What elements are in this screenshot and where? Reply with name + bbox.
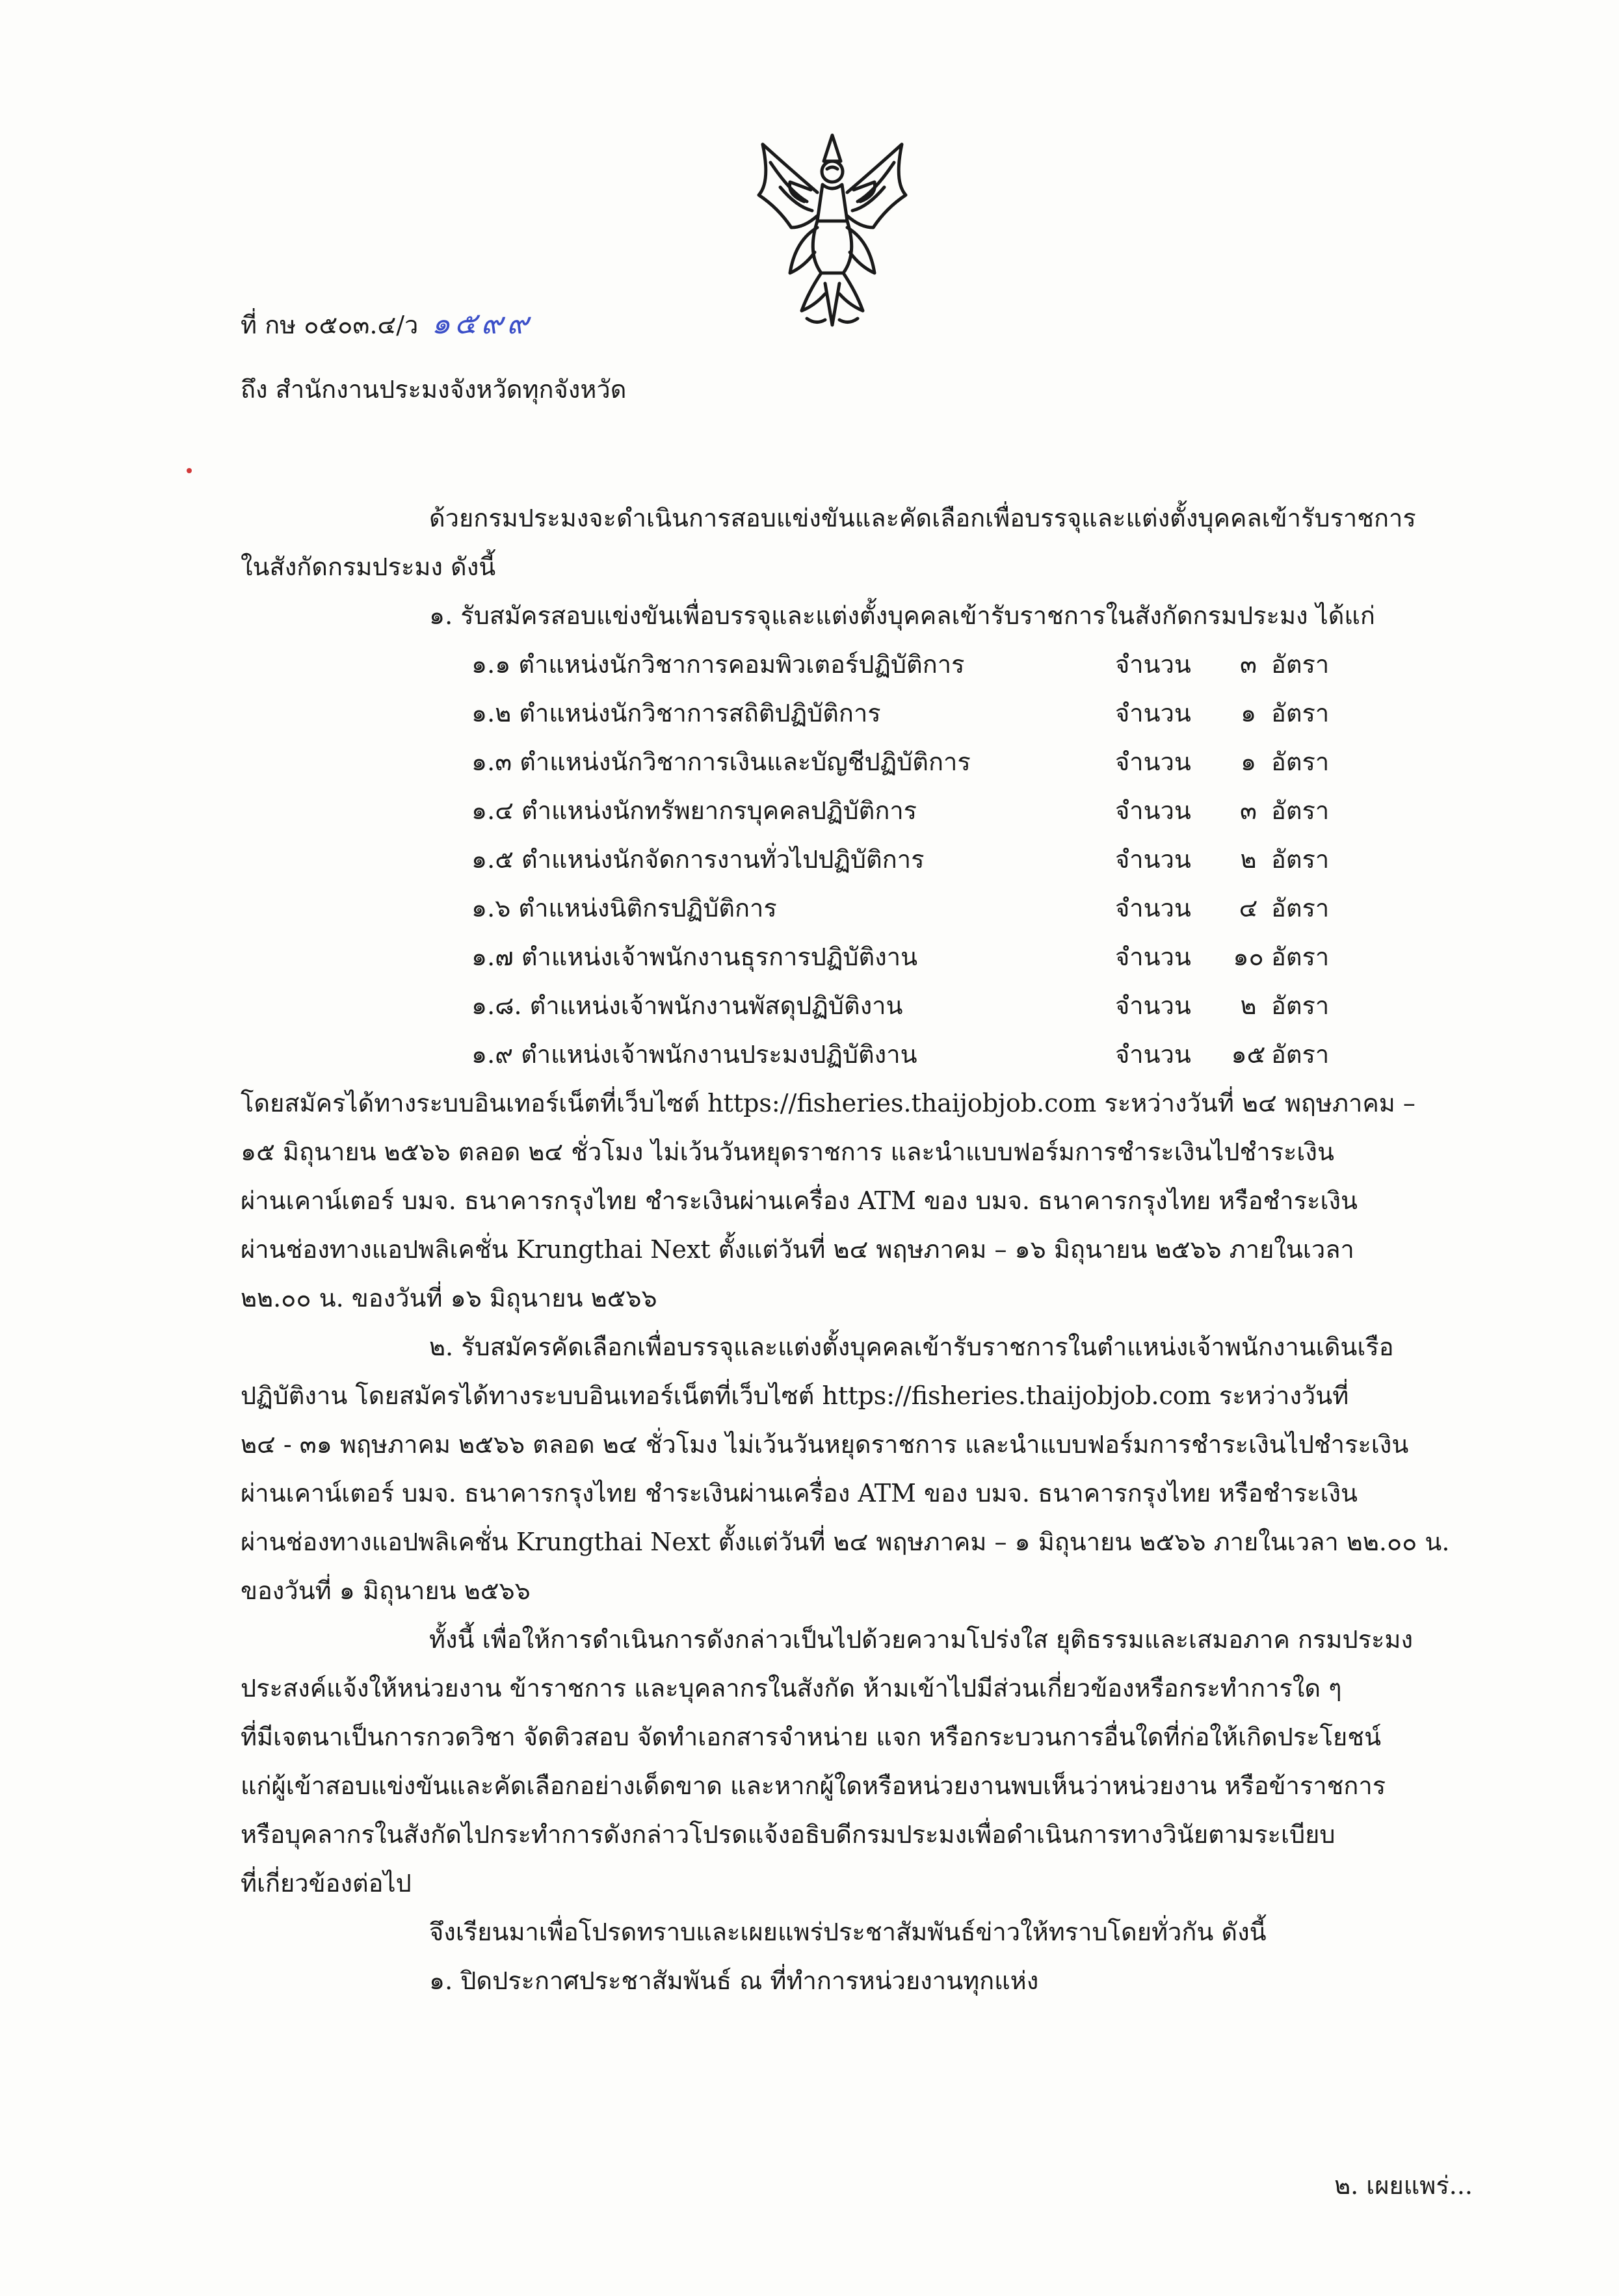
closing-line-1: จึงเรียนมาเพื่อโปรดทราบและเผยแพร่ประชาสัมพันธ์ข่าวให้ทราบโดยทั่วกัน ดังนี้: [429, 1918, 1267, 1946]
transparency-paragraph: [241, 1615, 1473, 1908]
document-number-prefix: ที่ กษ ๐๕๐๓.๔/ว: [241, 311, 419, 339]
position-row: [241, 640, 1473, 689]
position-name: ๑.๖ ตำแหน่งนิติกรปฏิบัติการ: [471, 894, 777, 922]
paragraph-line: ผ่านช่องทางแอปพลิเคชั่น Krungthai Next ตั้งแต่วันที่ ๒๔ พฤษภาคม – ๑๖ มิถุนายน ๒๕๖๖ ภายในเวลา: [241, 1235, 1354, 1264]
position-count: ๑: [1240, 699, 1257, 727]
paragraph-line: ของวันที่ ๑ มิถุนายน ๒๕๖๖: [241, 1576, 531, 1605]
recipient-line: ถึง สำนักงานประมงจังหวัดทุกจังหวัด: [241, 375, 627, 404]
position-rate: อัตรา: [1271, 991, 1330, 1020]
position-unit: จำนวน: [1115, 650, 1191, 679]
intro-line-1: ด้วยกรมประมงจะดำเนินการสอบแข่งขันและคัดเลือกเพื่อบรรจุและแต่งตั้งบุคคลเข้ารับราชการ: [429, 504, 1416, 532]
position-row: [241, 1030, 1473, 1079]
position-name: ๑.๒ ตำแหน่งนักวิชาการสถิติปฏิบัติการ: [471, 699, 881, 727]
position-rate: อัตรา: [1271, 748, 1330, 776]
position-rate: อัตรา: [1271, 943, 1330, 971]
position-unit: จำนวน: [1115, 991, 1191, 1020]
closing-paragraph: [241, 1908, 1473, 2005]
paragraph-line: ๒. รับสมัครคัดเลือกเพื่อบรรจุและแต่งตั้งบุคคลเข้ารับราชการในตำแหน่งเจ้าพนักงานเดินเรือ: [429, 1333, 1394, 1361]
position-unit: จำนวน: [1115, 796, 1191, 825]
paragraph-line: ผ่านเคาน์เตอร์ บมจ. ธนาคารกรุงไทย ชำระเงินผ่านเครื่อง ATM ของ บมจ. ธนาคารกรุงไทย หรือชำระเงิน: [241, 1479, 1358, 1507]
position-name: ๑.๘. ตำแหน่งเจ้าพนักงานพัสดุปฏิบัติงาน: [471, 991, 903, 1020]
item2-paragraph: [241, 1323, 1473, 1615]
position-unit: จำนวน: [1115, 894, 1191, 922]
position-name: ๑.๗ ตำแหน่งเจ้าพนักงานธุรการปฏิบัติงาน: [471, 943, 918, 971]
closing-line-2: ๑. ปิดประกาศประชาสัมพันธ์ ณ ที่ทำการหน่วยงานทุกแห่ง: [429, 1966, 1039, 1995]
position-unit: จำนวน: [1115, 699, 1191, 727]
position-count: ๓: [1240, 650, 1257, 679]
letter-body: [241, 494, 1473, 2005]
garuda-emblem-icon: [744, 130, 920, 338]
position-row: [241, 787, 1473, 835]
position-count: ๓: [1240, 796, 1257, 825]
paragraph-line: ผ่านเคาน์เตอร์ บมจ. ธนาคารกรุงไทย ชำระเงินผ่านเครื่อง ATM ของ บมจ. ธนาคารกรุงไทย หรือชำระเงิน: [241, 1186, 1358, 1215]
position-rate: อัตรา: [1271, 845, 1330, 874]
paragraph-line: ๒๒.๐๐ น. ของวันที่ ๑๖ มิถุนายน ๒๕๖๖: [241, 1284, 657, 1312]
position-count: ๔: [1239, 894, 1258, 922]
position-unit: จำนวน: [1115, 748, 1191, 776]
paragraph-line: ๒๔ - ๓๑ พฤษภาคม ๒๕๖๖ ตลอด ๒๔ ชั่วโมง ไม่เว้นวันหยุดราชการ และนำแบบฟอร์มการชำระเงินไปชำระเงิน: [241, 1430, 1409, 1459]
paragraph-line: แก่ผู้เข้าสอบแข่งขันและคัดเลือกอย่างเด็ดขาด และหากผู้ใดหรือหน่วยงานพบเห็นว่าหน่วยงาน หรือข้าราชการ: [241, 1771, 1386, 1800]
position-name: ๑.๕ ตำแหน่งนักจัดการงานทั่วไปปฏิบัติการ: [471, 845, 925, 874]
handwritten-document-number: ๑๕๙๙: [431, 306, 533, 341]
position-rate: อัตรา: [1271, 650, 1330, 679]
position-count: ๑๕: [1231, 1040, 1266, 1069]
paragraph-line: ๑๕ มิถุนายน ๒๕๖๖ ตลอด ๒๔ ชั่วโมง ไม่เว้นวันหยุดราชการ และนำแบบฟอร์มการชำระเงินไปชำระเงิน: [241, 1138, 1334, 1166]
red-mark: [187, 468, 192, 473]
paragraph-line: หรือบุคลากรในสังกัดไปกระทำการดังกล่าวโปรดแจ้งอธิบดีกรมประมงเพื่อดำเนินการทางวินัยตามระเบียบ: [241, 1820, 1336, 1849]
paragraph-line: ปฏิบัติงาน โดยสมัครได้ทางระบบอินเทอร์เน็ตที่เว็บไซต์ https://fisheries.thaijobjob.com ระหว่างวันที่: [241, 1381, 1349, 1410]
position-row: [241, 835, 1473, 884]
position-rate: อัตรา: [1271, 796, 1330, 825]
position-name: ๑.๓ ตำแหน่งนักวิชาการเงินและบัญชีปฏิบัติการ: [471, 748, 971, 776]
position-row: [241, 738, 1473, 787]
position-unit: จำนวน: [1115, 1040, 1191, 1069]
position-count: ๒: [1240, 845, 1257, 874]
page-continuation: ๒. เผยแพร่...: [1334, 2171, 1473, 2200]
position-row: [241, 933, 1473, 982]
intro-line-2: ในสังกัดกรมประมง ดังนี้: [241, 553, 496, 581]
position-name: ๑.๔ ตำแหน่งนักทรัพยากรบุคคลปฏิบัติการ: [471, 796, 917, 825]
positions-list: [241, 640, 1473, 1079]
position-row: [241, 884, 1473, 933]
paragraph-line: โดยสมัครได้ทางระบบอินเทอร์เน็ตที่เว็บไซต์ https://fisheries.thaijobjob.com ระหว่างวันที่ ๒๔ พฤษภาคม –: [241, 1089, 1415, 1117]
position-rate: อัตรา: [1271, 699, 1330, 727]
position-count: ๒: [1240, 991, 1257, 1020]
position-unit: จำนวน: [1115, 943, 1191, 971]
position-count: ๑๐: [1233, 943, 1264, 971]
position-rate: อัตรา: [1271, 894, 1330, 922]
paragraph-line: ทั้งนี้ เพื่อให้การดำเนินการดังกล่าวเป็นไปด้วยความโปร่งใส ยุติธรรมและเสมอภาค กรมประมง: [429, 1625, 1414, 1654]
item1-application-paragraph: [241, 1079, 1473, 1323]
paragraph-line: ที่มีเจตนาเป็นการกวดวิชา จัดติวสอบ จัดทำเอกสารจำหน่าย แจก หรือกระบวนการอื่นใดที่ก่อให้เกิดประโยชน์: [241, 1723, 1382, 1751]
paragraph-line: ผ่านช่องทางแอปพลิเคชั่น Krungthai Next ตั้งแต่วันที่ ๒๔ พฤษภาคม – ๑ มิถุนายน ๒๕๖๖ ภายในเวลา ๒๒.๐๐ น.: [241, 1528, 1450, 1556]
position-row: [241, 982, 1473, 1030]
item1-heading: ๑. รับสมัครสอบแข่งขันเพื่อบรรจุและแต่งตั้งบุคคลเข้ารับราชการในสังกัดกรมประมง ได้แก่: [429, 601, 1375, 630]
position-row: [241, 689, 1473, 738]
position-name: ๑.๑ ตำแหน่งนักวิชาการคอมพิวเตอร์ปฏิบัติการ: [471, 650, 965, 679]
position-name: ๑.๙ ตำแหน่งเจ้าพนักงานประมงปฏิบัติงาน: [471, 1040, 917, 1069]
position-unit: จำนวน: [1115, 845, 1191, 874]
position-count: ๑: [1240, 748, 1257, 776]
document-number: [241, 299, 533, 350]
position-rate: อัตรา: [1271, 1040, 1330, 1069]
paragraph-line: ที่เกี่ยวข้องต่อไป: [241, 1869, 412, 1898]
paragraph-line: ประสงค์แจ้งให้หน่วยงาน ข้าราชการ และบุคลากรในสังกัด ห้ามเข้าไปมีส่วนเกี่ยวข้องหรือกระทำการใด ๆ: [241, 1674, 1342, 1702]
